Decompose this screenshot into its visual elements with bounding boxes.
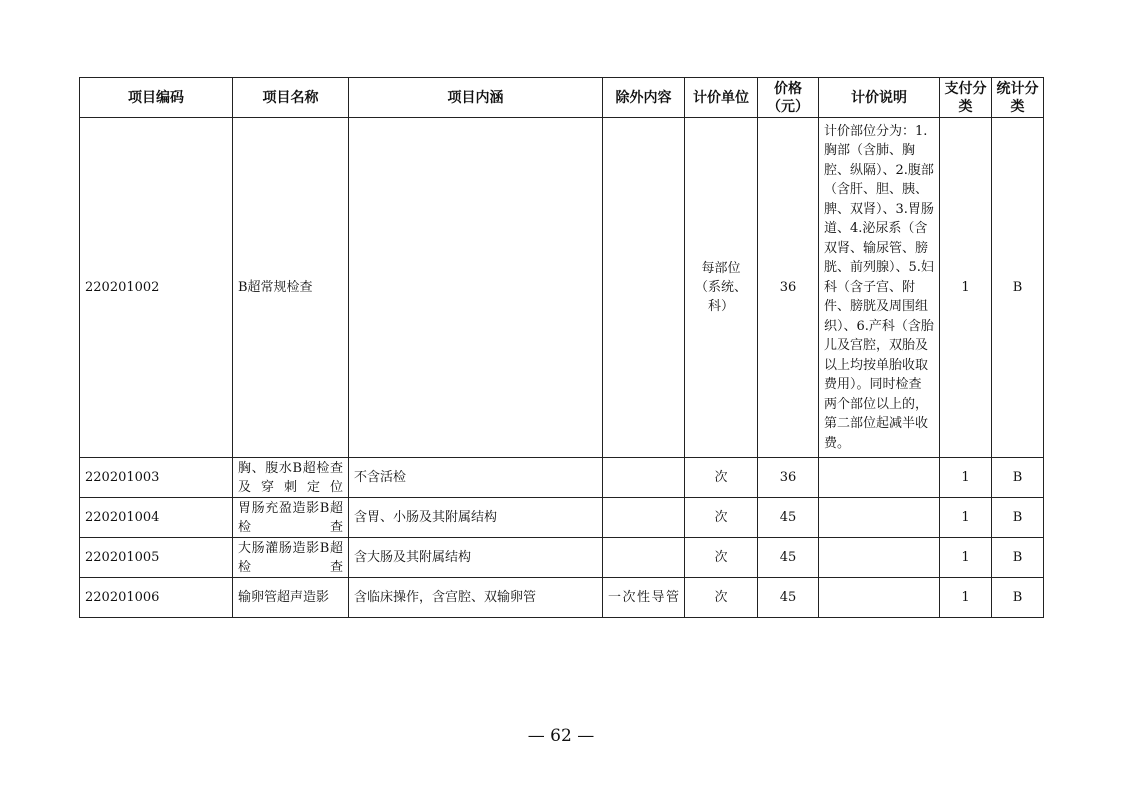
cell-note: 计价部位分为：1.胸部（含肺、胸腔、纵隔）、2.腹部（含肝、胆、胰、脾、双肾）、3.胃肠道、4.泌尿系（含双肾、输尿管、膀胱、前列腺）、5.妇科（含子宫、附件、膀胱及周围组织）、6.产科（含胎儿及宫腔，双胎及以上均按单胎收取费用）。同时检查两个部位以上的，第二部位起减半收费。 — [819, 118, 940, 458]
cell-content: 含临床操作，含宫腔、双输卵管 — [349, 578, 603, 618]
fee-table — [79, 77, 1044, 618]
cell-pay: 1 — [940, 578, 992, 618]
cell-code: 220201004 — [80, 498, 233, 538]
table-row — [80, 578, 1044, 618]
header-content: 项目内涵 — [349, 78, 603, 118]
cell-content: 不含活检 — [349, 458, 603, 498]
cell-exclusion — [603, 498, 685, 538]
cell-note — [819, 498, 940, 538]
cell-code: 220201002 — [80, 118, 233, 458]
header-name: 项目名称 — [233, 78, 349, 118]
cell-stat: B — [992, 118, 1044, 458]
cell-unit: 次 — [685, 538, 758, 578]
cell-price: 36 — [758, 458, 819, 498]
cell-content — [349, 118, 603, 458]
table-row — [80, 538, 1044, 578]
cell-content: 含胃、小肠及其附属结构 — [349, 498, 603, 538]
header-code: 项目编码 — [80, 78, 233, 118]
cell-stat: B — [992, 538, 1044, 578]
table-row — [80, 118, 1044, 458]
cell-exclusion — [603, 118, 685, 458]
cell-code: 220201005 — [80, 538, 233, 578]
cell-stat: B — [992, 458, 1044, 498]
cell-unit: 次 — [685, 578, 758, 618]
header-note: 计价说明 — [819, 78, 940, 118]
cell-pay: 1 — [940, 498, 992, 538]
cell-note — [819, 458, 940, 498]
cell-exclusion — [603, 538, 685, 578]
page-number: — 62 — — [527, 726, 595, 746]
cell-price: 36 — [758, 118, 819, 458]
cell-pay: 1 — [940, 458, 992, 498]
cell-name: B超常规检查 — [233, 118, 349, 458]
cell-code: 220201006 — [80, 578, 233, 618]
table-row — [80, 498, 1044, 538]
cell-exclusion: 一次性导管 — [603, 578, 685, 618]
table-row — [80, 458, 1044, 498]
header-price: 价格（元） — [758, 78, 819, 118]
cell-unit: 每部位（系统、科） — [685, 118, 758, 458]
cell-name: 胃肠充盈造影B超检查 — [233, 498, 349, 538]
cell-note — [819, 578, 940, 618]
cell-content: 含大肠及其附属结构 — [349, 538, 603, 578]
cell-name: 大肠灌肠造影B超检查 — [233, 538, 349, 578]
cell-price: 45 — [758, 578, 819, 618]
header-pay: 支付分类 — [940, 78, 992, 118]
cell-price: 45 — [758, 498, 819, 538]
cell-unit: 次 — [685, 498, 758, 538]
header-exclusion: 除外内容 — [603, 78, 685, 118]
cell-price: 45 — [758, 538, 819, 578]
cell-code: 220201003 — [80, 458, 233, 498]
cell-unit: 次 — [685, 458, 758, 498]
header-unit: 计价单位 — [685, 78, 758, 118]
cell-exclusion — [603, 458, 685, 498]
cell-name: 胸、腹水B超检查及穿刺定位 — [233, 458, 349, 498]
cell-note — [819, 538, 940, 578]
cell-stat: B — [992, 498, 1044, 538]
cell-pay: 1 — [940, 538, 992, 578]
cell-name: 输卵管超声造影 — [233, 578, 349, 618]
cell-stat: B — [992, 578, 1044, 618]
table-header-row — [80, 78, 1044, 118]
cell-pay: 1 — [940, 118, 992, 458]
header-stat: 统计分类 — [992, 78, 1044, 118]
